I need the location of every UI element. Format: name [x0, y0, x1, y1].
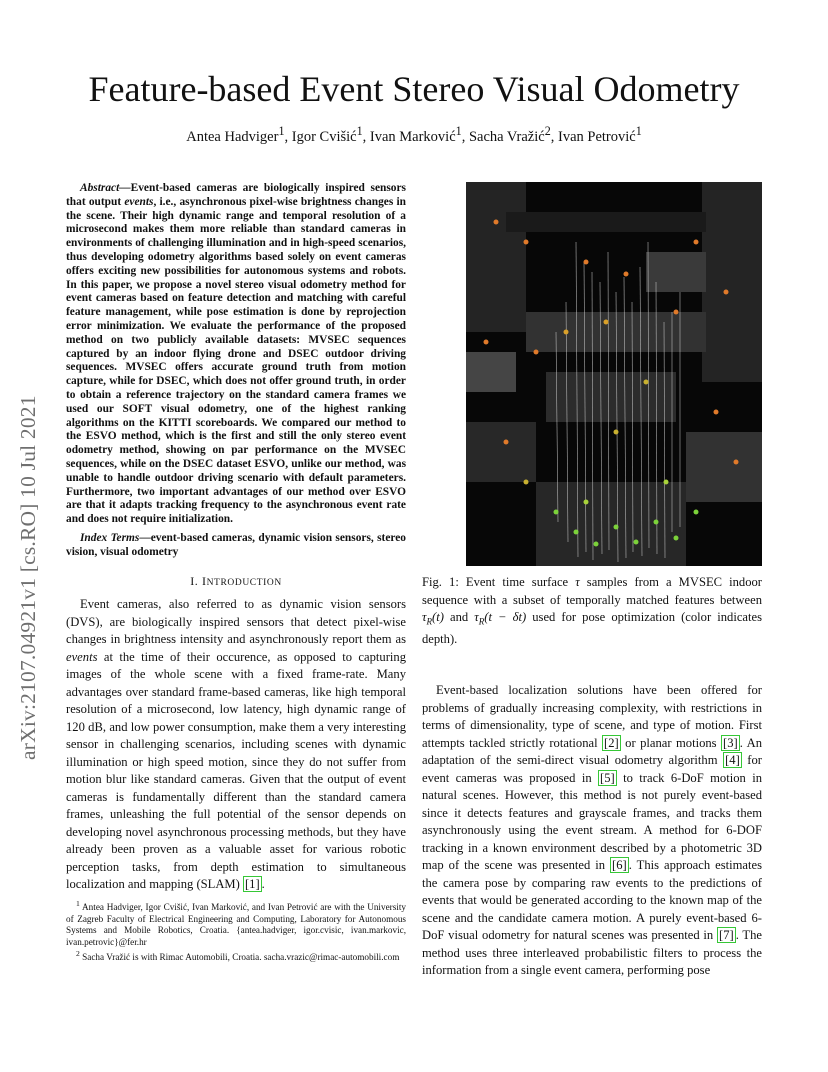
- affiliation-mark: 1: [278, 124, 285, 138]
- paper-title: Feature-based Event Stereo Visual Odometry: [88, 69, 740, 109]
- index-terms: [66, 532, 406, 560]
- math-subscript: R: [478, 616, 485, 627]
- affiliation-mark: 1: [356, 124, 363, 138]
- math-arg: (t): [432, 610, 444, 624]
- body-text: to track 6-DoF motion in natural scenes. However, this method is not purely event-based since it detects features and grayscale frames, and tracks them asynchronously using the event stream. A method for 6-DOF tracking in a known environment described by a photometric 3D map of the scene was presented in: [422, 770, 762, 872]
- body-text: Event-based localization solutions have been offered for problems of gradually increasing complexity, with restrictions in terms of dimensionality, type of scene, and type of motion. First attempts tackled strictly rotational: [422, 683, 762, 750]
- citation-link[interactable]: [1]: [244, 877, 260, 891]
- citation-link[interactable]: [5]: [600, 770, 615, 785]
- figure-image: [466, 182, 762, 566]
- math-tau: τ: [575, 575, 580, 589]
- author-name: Igor Cvišić: [291, 128, 357, 145]
- body-text: or planar motions: [620, 735, 722, 750]
- author-name: Antea Hadviger: [186, 128, 279, 145]
- intro-end: .: [261, 877, 265, 891]
- section-number: I.: [190, 574, 202, 588]
- math-tau-r2: τ: [474, 610, 479, 624]
- footnote-text: Antea Hadviger, Igor Cvišić, Ivan Marković, and Ivan Petrović are with the University of Zagreb Faculty of Electrical Engineering and Computing, Laboratory for Autonomous Systems and Mobile Robotics, Croatia. {antea.hadviger, igor.cvisic, ivan.markovic, ivan.petrovic}@fer.hr: [66, 902, 406, 947]
- body-text: for event cameras was proposed in: [422, 753, 762, 785]
- abstract: [66, 182, 406, 527]
- caption-and: and: [443, 610, 475, 624]
- caption-text: Event time surface: [465, 575, 576, 589]
- abstract-emphasis: events: [124, 195, 154, 208]
- figure-caption: [422, 574, 762, 649]
- math-subscript: R: [426, 616, 433, 627]
- section-heading: [66, 574, 406, 589]
- citation-link[interactable]: [3]: [723, 735, 738, 750]
- caption-end: used for pose optimization (color indicates depth).: [422, 610, 762, 647]
- author-list: Antea Hadviger$^1$, Igor Cvišić$^1$, Ivan Marković$^1$, Sacha Vražić$^2$, Ivan Petrović$^1$: [186, 124, 642, 145]
- intro-emphasis: events: [66, 649, 98, 664]
- section-title-initial: I: [201, 574, 207, 588]
- footnotes: [66, 898, 406, 964]
- body-text: . This approach estimates the camera pose by comparing raw events to the predictions of events that would be generated according to the known map of the scene and the candidate camera motion. A purely event-based 6-DoF visual odometry for natural scenes was presented in: [422, 858, 762, 942]
- affiliation-mark: 1: [635, 124, 642, 138]
- body-text: . An adaptation of the semi-direct visual odometry algorithm: [422, 735, 762, 767]
- abstract-label: Abstract—: [80, 182, 131, 194]
- footnote-2: [66, 948, 406, 964]
- body-text: . The method uses three interleaved probabilistic filters to process the information from a single event camera, performing pose: [422, 928, 762, 977]
- index-terms-label: Index Terms: [80, 532, 140, 544]
- caption-text-cont: samples from a MVSEC indoor sequence with a subset of temporally matched features between: [422, 575, 762, 607]
- affiliation-mark: 2: [544, 124, 551, 138]
- footnote-mark: 2: [76, 949, 80, 959]
- footnote-text: Sacha Vražić is with Rimac Automobili, Croatia. sacha.vrazic@rimac-automobili.com: [82, 952, 400, 963]
- affiliation-mark: 1: [455, 124, 462, 138]
- footnote-mark: 1: [76, 899, 80, 908]
- author-name: Ivan Petrović: [557, 128, 636, 145]
- intro-text-cont: at the time of their occurence, as opposed to capturing images of the whole scene with a fixed frame-rate. Many advantages over standard frame-based cameras, like high temporal resolution of a microsecond, low latency, high dynamic range of 120 dB, and low power consumption, make them a very interesting sensor in challenging scenarios, including scenes with dynamic illumination or high speed motion, since they do not suffer from motion blur like standard cameras. Given that the output of event cameras is fundamentally different than the standard camera frames, unleashing the full potential of the sensor depends on developing novel asynchronous processing methods, but they have already been proven as a valuable asset for various robotic perception tasks, from depth estimation to simultaneous localization and mapping (SLAM): [66, 649, 406, 891]
- math-arg: (t − δt): [484, 610, 527, 624]
- abstract-text: Event-based cameras are biologically inspired sensors that output: [66, 182, 406, 208]
- index-terms-text: —event-based cameras, dynamic vision sensors, stereo vision, visual odometry: [66, 532, 406, 558]
- abstract-text-cont: , i.e., asynchronous pixel-wise brightness changes in the scene. Their high dynamic range and temporal resolution of a microsecond makes them more reliable than standard cameras in environments of challenging illumination and in high-speed scenarios, thus developing odometry algorithms based solely on event cameras offers exciting new possibilities for autonomous systems and robots. In this paper, we propose a novel stereo visual odometry method for event cameras based on feature detection and matching with careful feature management, while pose estimation is done by reprojection error minimization. We evaluate the performance of the proposed method on two publicly available datasets: MVSEC sequences captured by an indoor flying drone and DSEC outdoor driving sequences. MVSEC offers accurate ground truth from motion capture, while for DSEC, which does not offer ground truth, in order to obtain a reference trajectory on the standard camera frames we used our SOFT visual odometry, one of the highest ranking algorithms on the KITTI scoreboards. We compared our method to the ESVO method, which is the first and still the only stereo event odometry method, showing on par performance on the MVSEC sequences, while on the DSEC dataset ESVO, unlike our method, was unable to handle outdoor driving scenario with default parameters. Furthermore, two important advantages of our method over ESVO are that it adapts tracking frequency to the asynchronous event rate and does not require initialization.: [66, 195, 406, 526]
- citation-link[interactable]: [2]: [604, 735, 619, 750]
- footnote-1: [66, 898, 406, 948]
- section-title-rest: NTRODUCTION: [206, 578, 282, 588]
- citation-link[interactable]: [4]: [725, 753, 740, 767]
- citation-link[interactable]: [6]: [612, 858, 627, 872]
- author-name: Ivan Marković: [369, 128, 456, 145]
- related-work-paragraph: [422, 682, 762, 980]
- math-tau-r: τ: [422, 610, 427, 624]
- author-name: Sacha Vražić: [468, 128, 545, 145]
- arxiv-identifier: arXiv:2107.04921v1 [cs.RO] 10 Jul 2021: [16, 395, 40, 760]
- caption-label: Fig. 1:: [422, 575, 466, 589]
- introduction-paragraph: [66, 596, 406, 894]
- event-time-surface-figure: [466, 182, 762, 566]
- intro-text: Event cameras, also referred to as dynamic vision sensors (DVS), are biologically inspired sensors that detect pixel-wise changes in brightness intensity and asynchronously report them as: [66, 597, 406, 646]
- citation-link[interactable]: [7]: [719, 928, 734, 942]
